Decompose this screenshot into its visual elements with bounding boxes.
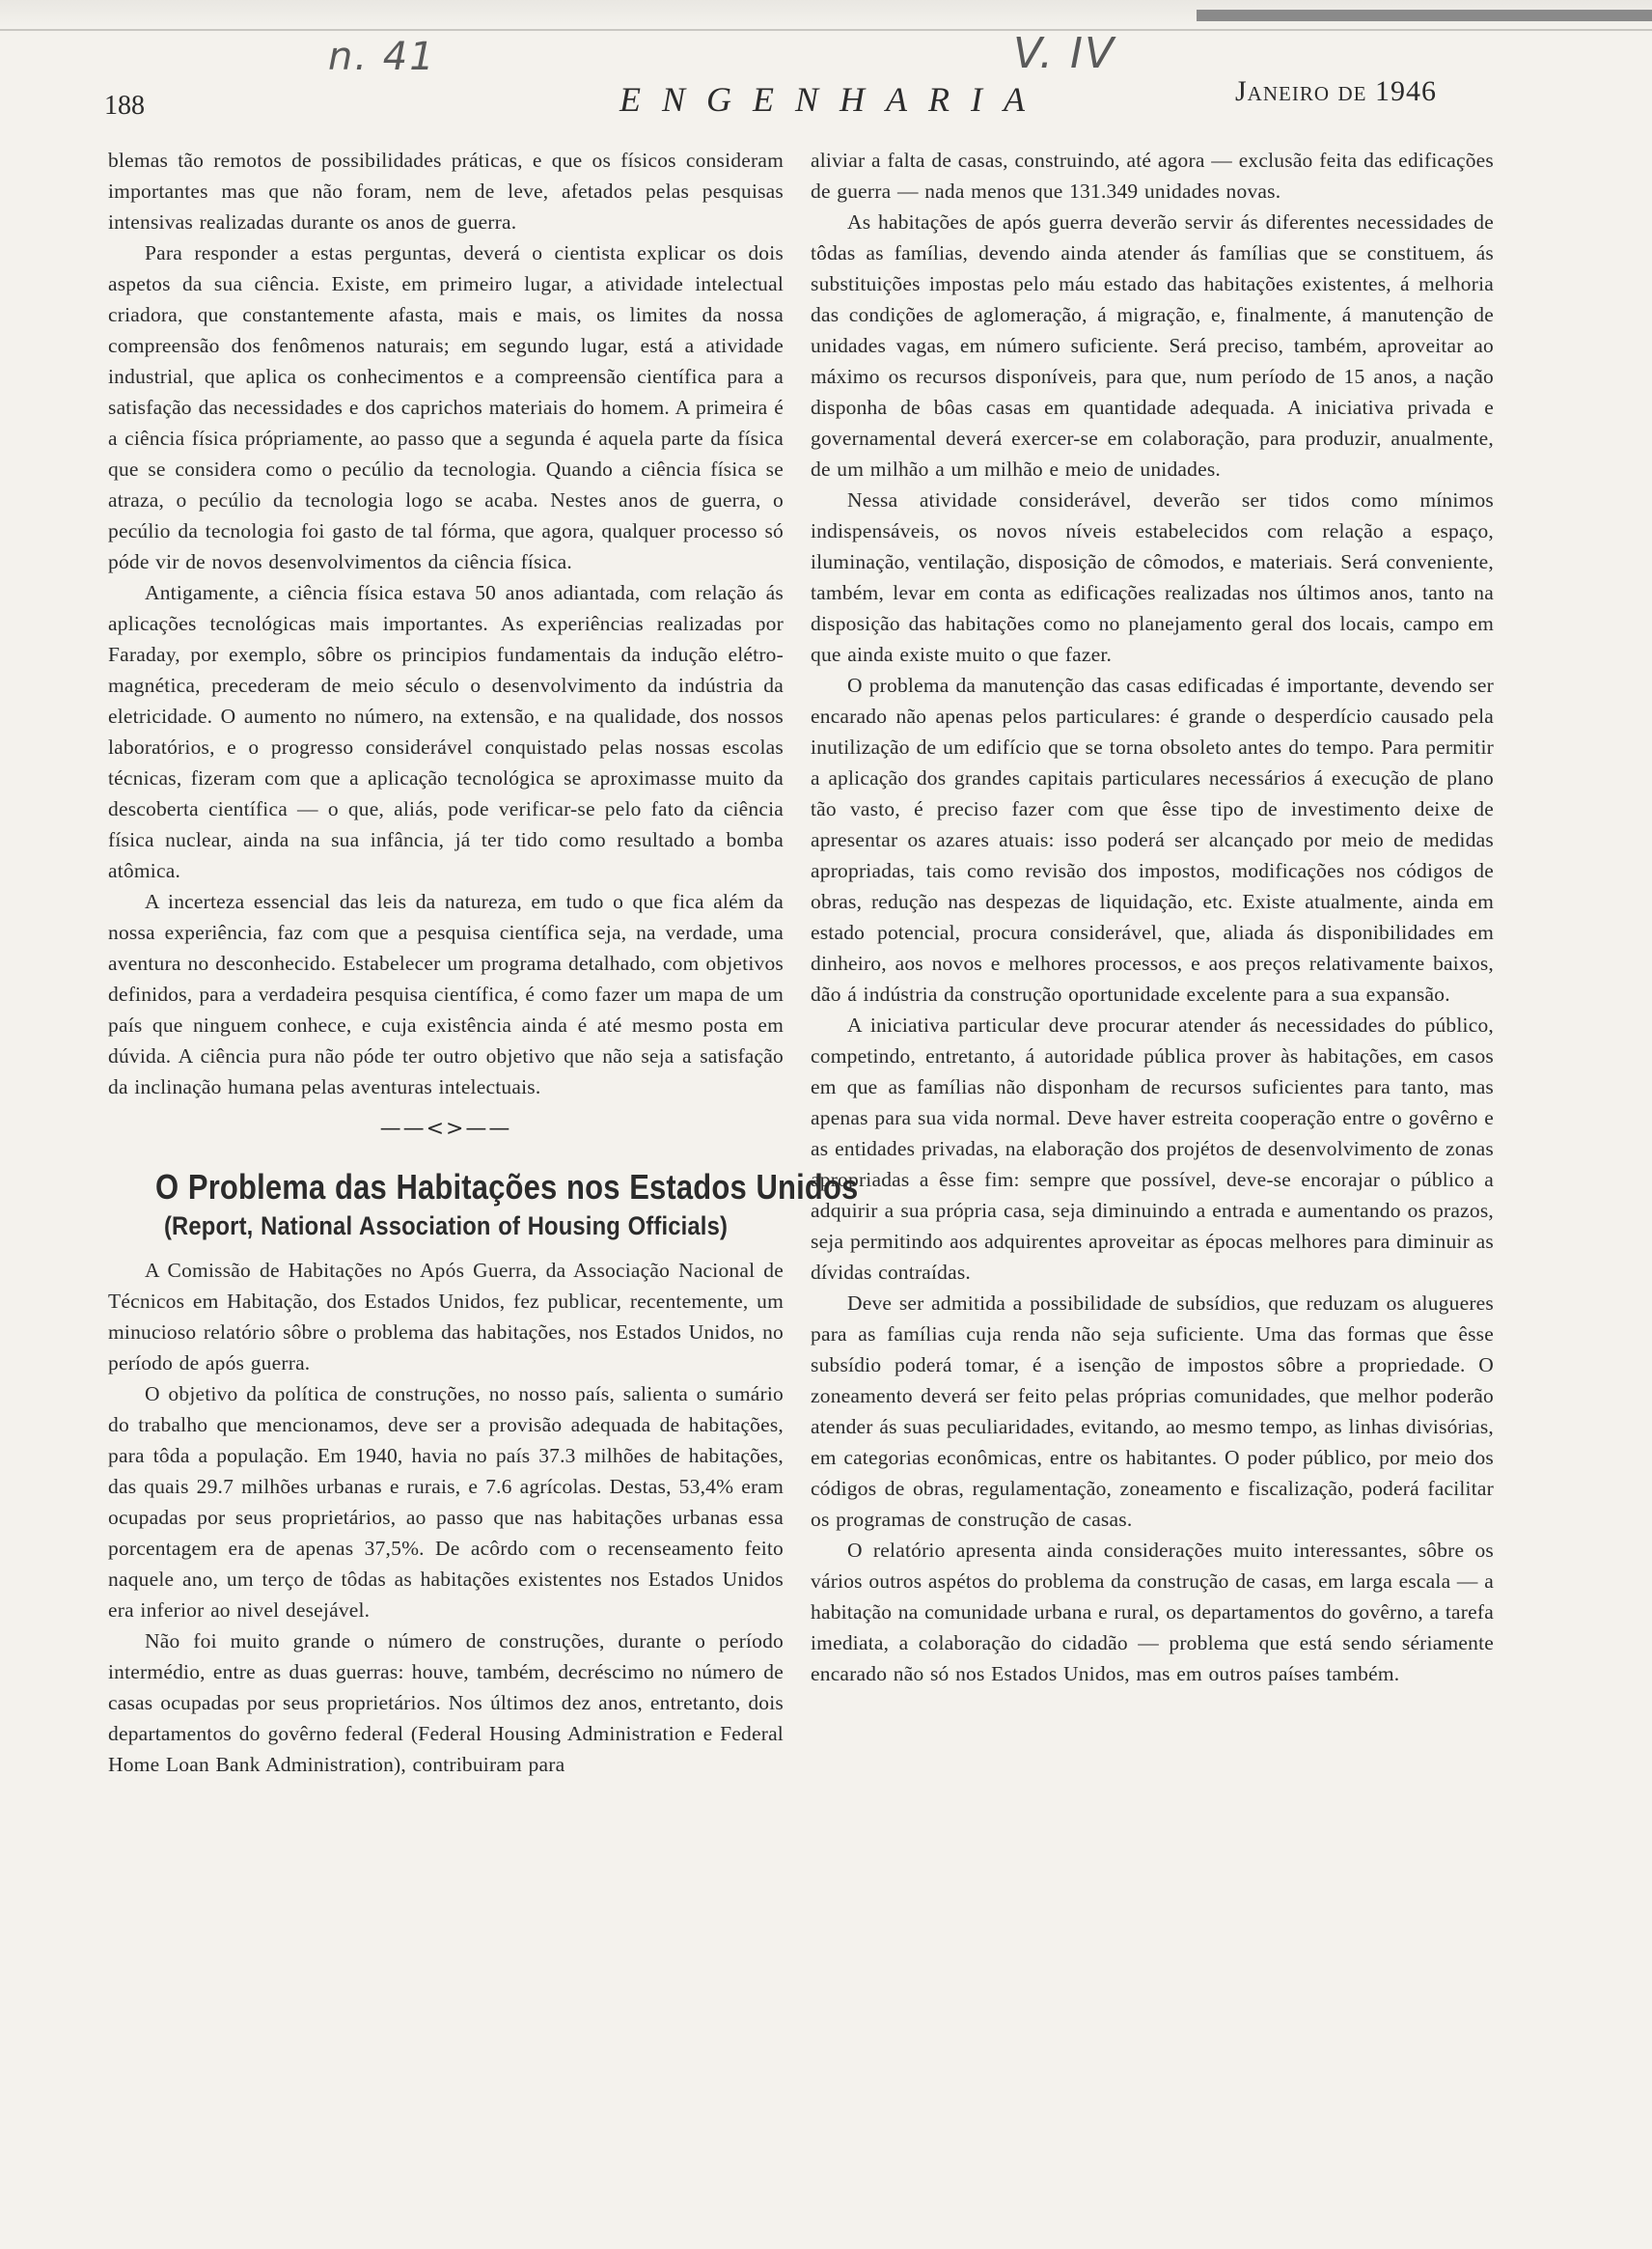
paragraph: A Comissão de Habitações no Após Guerra, da Associação Nacional de Técnicos em Habitação, dos Estados Unidos, fez publicar, recentemente, um minucioso relatório sôbre o problema das habitações, nos Estados Unidos, no período de após guerra. (108, 1259, 784, 1374)
right-column (811, 145, 1494, 1689)
paragraph: Não foi muito grande o número de construções, durante o período intermédio, entre as duas guerras: houve, também, decréscimo no número de casas ocupadas por seus proprietários. Nos últimos dez anos, entretanto, dois departamentos do govêrno federal (Federal Housing Administration e Federal Home Loan Bank Administration), contribuiram para (108, 1629, 784, 1776)
paragraph: blemas tão remotos de possibilidades práticas, e que os físicos consideram importantes mas que não foram, nem de leve, afetados pelas pesquisas intensivas realizadas durante os anos de guerra. (108, 149, 784, 234)
issue-date: Janeiro de 1946 (1235, 75, 1437, 107)
journal-title: ENGENHARIA (620, 80, 1046, 119)
paragraph: A iniciativa particular deve procurar atender ás necessidades do público, competindo, entretanto, á autoridade pública prover às habitações, em casos em que as famílias não disponham de recursos suficientes para tanto, mas apenas para sua vida normal. Deve haver estreita cooperação entre o govêrno e as entidades privadas, na elaboração dos projétos de desenvolvimento de zonas apropriadas a êsse fim: sempre que possível, deve-se encorajar o público a adquirir a sua própria casa, seja diminuindo a entrada e aumentando os prazos, seja permitindo aos adquirentes aproveitar as épocas melhores para diminuir as dívidas contraídas. (811, 1013, 1494, 1284)
article-subtitle: (Report, National Association of Housing Officials) (163, 1211, 729, 1240)
paragraph: aliviar a falta de casas, construindo, até agora — exclusão feita das edificações de guerra — nada menos que 131.349 unidades novas. (811, 149, 1494, 203)
paragraph: A incerteza essencial das leis da natureza, em tudo o que fica além da nossa experiência, faz com que a pesquisa científica seja, na verdade, uma aventura no desconhecido. Estabelecer um programa detalhado, com objetivos definidos, para a verdadeira pesquisa científica, é como fazer um mapa de um país que ninguem conhece, e cuja existência ainda é até mesmo posta em dúvida. A ciência pura não póde ter outro objetivo que não seja a satisfação da inclinação humana pelas aventuras intelectuais. (108, 890, 784, 1098)
paragraph: Para responder a estas perguntas, deverá o cientista explicar os dois aspetos da sua ciência. Existe, em primeiro lugar, a atividade intelectual criadora, que constantemente afasta, mais e mais, os limites da nossa compreensão dos fenômenos naturais; em segundo lugar, está a atividade industrial, que aplica os conhecimentos e a compreensão científica para a satisfação das necessidades e dos caprichos materiais do homem. A primeira é a ciência física própriamente, ao passo que a segunda é aquela parte da física que se considera como o pecúlio da tecnologia. Quando a ciência física se atraza, o pecúlio da tecnologia logo se acaba. Nestes anos de guerra, o pecúlio da tecnologia foi gasto de tal fórma, que agora, qualquer processo só póde vir de novos desenvolvimentos da ciência física. (108, 241, 784, 573)
paragraph: Nessa atividade considerável, deverão ser tidos como mínimos indispensáveis, os novos níveis estabelecidos com relação a espaço, iluminação, ventilação, disposição de cômodos, e materiais. Será conveniente, também, levar em conta as edificações realizadas nos últimos anos, tanto na disposição das habitações como no planejamento geral dos locais, campo em que ainda existe muito o que fazer. (811, 488, 1494, 666)
left-column (108, 145, 859, 1780)
article-title: O Problema das Habitações nos Estados Unidos (155, 1167, 859, 1207)
scan-shadow-bar (1197, 10, 1652, 21)
handwritten-volume: V. IV (1013, 29, 1116, 78)
page-number: 188 (104, 91, 145, 121)
section-ornament: ——<>—— (379, 1117, 512, 1141)
paragraph: O relatório apresenta ainda considerações muito interessantes, sôbre os vários outros aspétos do problema da construção de casas, em larga escala — a habitação na comunidade urbana e rural, os departamentos do govêrno, a tarefa imediata, a colaboração do cidadão — problema que está sendo sériamente encarado não só nos Estados Unidos, mas em outros países também. (811, 1539, 1494, 1685)
paragraph: Deve ser admitida a possibilidade de subsídios, que reduzam os alugueres para as famílias cuja renda não seja suficiente. Uma das formas que êsse subsídio poderá tomar, é a isenção de impostos sôbre a propriedade. O zoneamento deverá ser feito pelas próprias comunidades, que melhor poderão atender ás suas peculiaridades, evitando, ao mesmo tempo, as linhas divisórias, em categorias econômicas, entre os habitantes. O poder público, por meio dos códigos de obras, regulamentação, zoneamento e fiscalização, poderá facilitar os programas de construção de casas. (811, 1291, 1494, 1531)
paragraph: O problema da manutenção das casas edificadas é importante, devendo ser encarado não apenas pelos particulares: é grande o desperdício causado pela inutilização de um edifício que se torna obsoleto antes do tempo. Para permitir a aplicação dos grandes capitais particulares necessários á execução de plano tão vasto, é preciso fazer com que êsse tipo de investimento deixe de apresentar os azares atuais: isso poderá ser alcançado por meio de medidas apropriadas, tais como revisão dos impostos, modificações nos códigos de obras, redução nas despezas de liquidação, etc. Existe atualmente, ainda em estado potencial, procura considerável, que, aliada ás disponibilidades em dinheiro, aos novos e melhores processos, e aos preços relativamente baixos, dão á indústria da construção oportunidade excelente para a sua expansão. (811, 674, 1494, 1006)
handwritten-issue-number: n. 41 (328, 35, 436, 79)
paragraph: O objetivo da política de construções, no nosso país, salienta o sumário do trabalho que mencionamos, deve ser a provisão adequada de habitações, para tôda a população. Em 1940, havia no país 37.3 milhões de habitações, das quais 29.7 milhões urbanas e rurais, e 7.6 agrícolas. Destas, 53,4% eram ocupadas por seus proprietários, ao passo que nas habitações urbanas essa porcentagem era de apenas 37,5%. De acôrdo com o recenseamento feito naquele ano, um terço de tôdas as habitações existentes nos Estados Unidos era inferior ao nivel desejável. (108, 1382, 784, 1622)
paragraph: As habitações de após guerra deverão servir ás diferentes necessidades de tôdas as famílias, devendo ainda atender ás famílias que se constituem, ás substituições impostas pelo máu estado das habitações existentes, á melhoria das condições de aglomeração, á migração, e, finalmente, á manutenção de unidades vagas, em número suficiente. Será preciso, também, aproveitar ao máximo os recursos disponíveis, para que, num período de 15 anos, a nação disponha de bôas casas em quantidade adequada. A iniciativa privada e governamental deverá exercer-se em colaboração, para produzir, anualmente, de um milhão a um milhão e meio de unidades. (811, 210, 1494, 481)
paragraph: Antigamente, a ciência física estava 50 anos adiantada, com relação ás aplicações tecnológicas mais importantes. As experiências realizadas por Faraday, por exemplo, sôbre os principios fundamentais da indução elétro-magnética, precederam de meio século o desenvolvimento da indústria da eletricidade. O aumento no número, na extensão, e na qualidade, dos nossos laboratórios, e o progresso considerável conquistado pelas nossas escolas técnicas, fizeram com que a aplicação tecnológica se aproximasse muito da descoberta científica — o que, aliás, pode verificar-se pelo fato da ciência física nuclear, ainda na sua infância, já ter tido como resultado a bomba atômica. (108, 581, 784, 882)
